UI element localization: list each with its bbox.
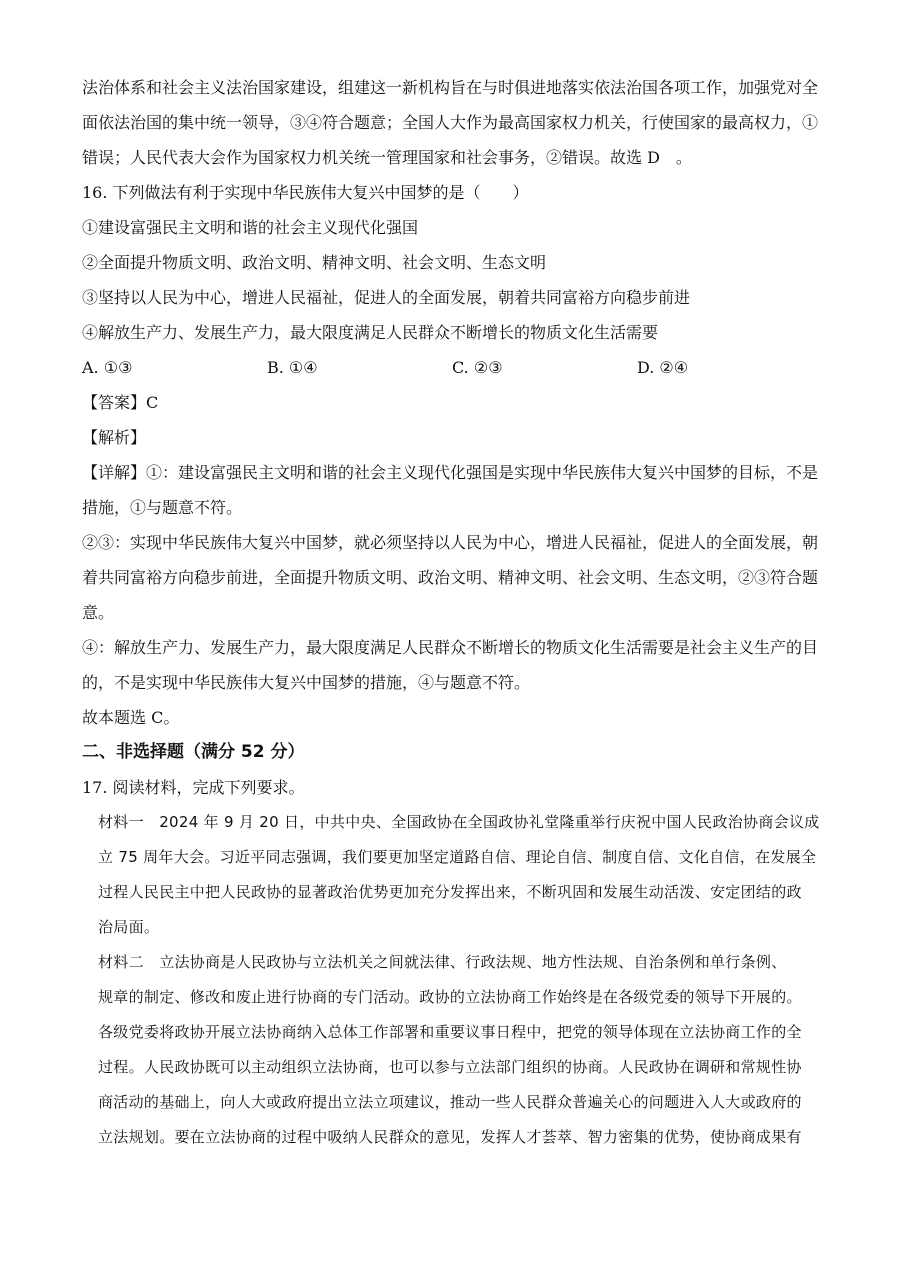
detail-line: 【详解】①：建设富强民主文明和谐的社会主义现代化强国是实现中华民族伟大复兴中国梦的目标，不是 [82,463,819,482]
material-2-line: 过程。人民政协既可以主动组织立法协商，也可以参与立法部门组织的协商。人民政协在调研和常规性协 [98,1058,802,1076]
option-c: C. ②③ [452,358,503,377]
option-b: B. ①④ [267,358,318,377]
material-1-line: 立 75 周年大会。习近平同志强调，我们要更加坚定道路自信、理论自信、制度自信、文化自信，在发展全 [98,848,817,866]
material-2-line: 商活动的基础上，向人大或政府提出立法立项建议，推动一些人民群众普遍关心的问题进入人大或政府的 [98,1093,802,1111]
statement-2: ②全面提升物质文明、政治文明、精神文明、社会文明、生态文明 [82,253,547,272]
material-1-line: 治局面。 [98,918,160,936]
previous-explanation [82,70,822,175]
option-d: D. ②④ [637,358,689,377]
question-stem: 16. 下列做法有利于实现中华民族伟大复兴中国梦的是（ ） [82,183,529,202]
detail-line: 意。 [82,603,115,622]
material-1-line: 过程人民民主中把人民政协的显著政治优势更加充分发挥出来，不断巩固和发展生动活泼、安定团结的政 [98,883,802,901]
detail-line: 措施，①与题意不符。 [82,498,243,517]
detail-line: 故本题选 C。 [82,708,180,727]
document-page [82,70,822,1155]
material-2-line: 各级党委将政协开展立法协商纳入总体工作部署和重要议事日程中，把党的领导体现在立法协商工作的全 [98,1023,802,1041]
detail-line: 的，不是实现中华民族伟大复兴中国梦的措施，④与题意不符。 [82,673,531,692]
answer-line: 【答案】C [82,393,159,412]
text-line: 面依法治国的集中统一领导，③④符合题意；全国人大作为最高国家权力机关，行使国家的最高权力，① [82,113,819,132]
statement-4: ④解放生产力、发展生产力，最大限度满足人民群众不断增长的物质文化生活需要 [82,323,659,342]
analysis-heading: 【解析】 [82,428,147,447]
statement-3: ③坚持以人民为中心，增进人民福祉，促进人的全面发展，朝着共同富裕方向稳步前进 [82,288,691,307]
material-1-line: 材料一 2024 年 9 月 20 日，中共中央、全国政协在全国政协礼堂隆重举行庆祝中国人民政治协商会议成 [98,813,820,831]
statement-1: ①建设富强民主文明和谐的社会主义现代化强国 [82,218,419,237]
section-heading: 二、非选择题（满分 52 分） [82,742,305,762]
question-17 [82,770,822,1155]
detail-line: ②③：实现中华民族伟大复兴中国梦，就必须坚持以人民为中心，增进人民福祉，促进人的全面发展，朝 [82,533,819,552]
detail-line: 着共同富裕方向稳步前进，全面提升物质文明、政治文明、精神文明、社会文明、生态文明，②③符合题 [82,568,819,587]
answer-options [82,350,822,385]
material-2-line: 立法规划。要在立法协商的过程中吸纳人民群众的意见，发挥人才荟萃、智力密集的优势，使协商成果有 [98,1128,802,1146]
option-a: A. ①③ [82,358,133,377]
question-stem: 17. 阅读材料，完成下列要求。 [82,778,305,797]
text-line: 错误；人民代表大会作为国家权力机关统一管理国家和社会事务，②错误。故选 D 。 [82,148,692,167]
text-line: 法治体系和社会主义法治国家建设，组建这一新机构旨在与时俱进地落实依法治国各项工作，加强党对全 [82,78,819,97]
material-2-line: 材料二 立法协商是人民政协与立法机关之间就法律、行政法规、地方性法规、自治条例和单行条例、 [98,953,787,971]
question-16 [82,175,822,735]
material-2-line: 规章的制定、修改和废止进行协商的专门活动。政协的立法协商工作始终是在各级党委的领导下开展的。 [98,988,802,1006]
detail-line: ④：解放生产力、发展生产力，最大限度满足人民群众不断增长的物质文化生活需要是社会主义生产的目 [82,638,819,657]
